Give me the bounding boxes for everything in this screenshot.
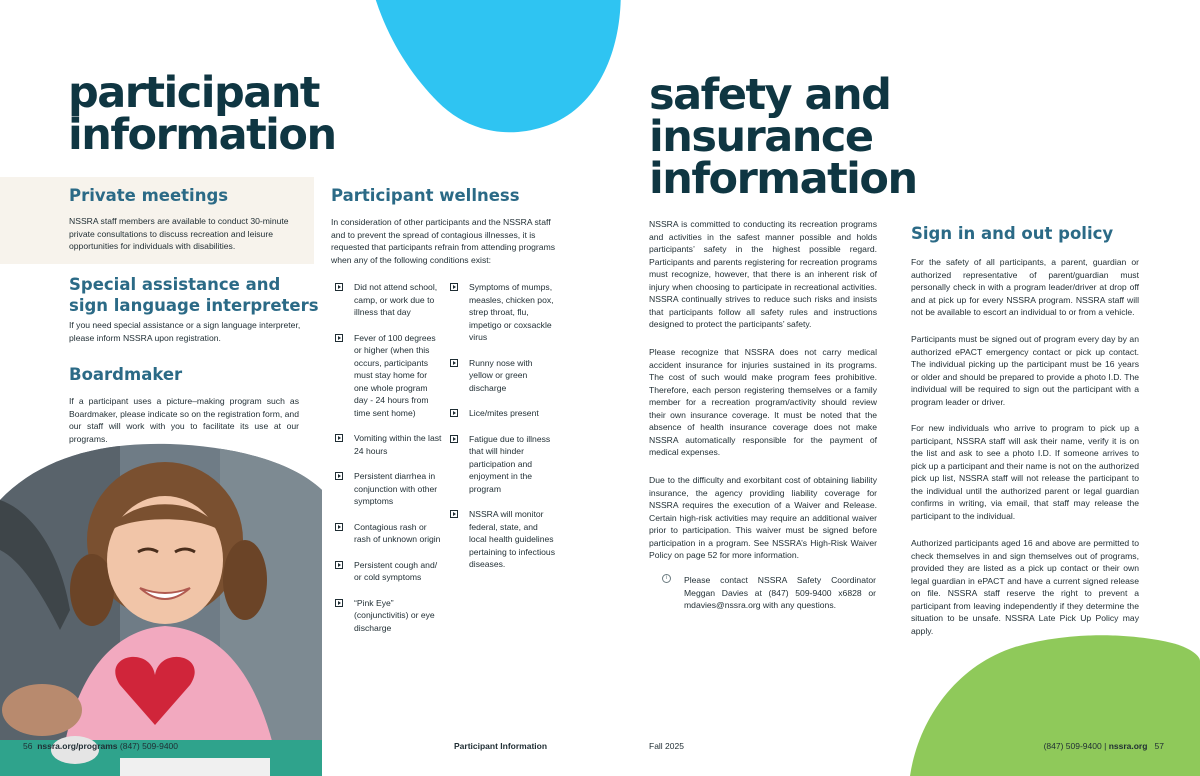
wellness-list-col1 — [332, 281, 442, 647]
wellness-item-text: Fever of 100 degrees or higher (when this occurs, participants must stay home for one whole program day - 24 hours from time sent home) — [354, 332, 436, 418]
wellness-item-text: “Pink Eye” (conjunctivitis) or eye discharge — [354, 597, 435, 633]
play-box-icon — [450, 409, 458, 417]
footer-phone-right: (847) 509-9400 — [1043, 741, 1102, 751]
special-assistance-heading — [69, 274, 319, 316]
footer-right — [1044, 741, 1164, 752]
play-box-icon — [335, 472, 343, 480]
wellness-list-item — [332, 521, 442, 546]
participant-photo — [0, 440, 322, 776]
wellness-list-item — [447, 508, 557, 571]
special-assistance-text: If you need special assistance or a sign language interpreter, please inform NSSRA upon registration. — [69, 320, 301, 343]
page-number-left: 56 — [23, 741, 33, 751]
play-box-icon — [335, 561, 343, 569]
sign-in-out-paragraph-2: Participants must be signed out of program every day by an authorized ePACT emergency contact or pick up contact. The individual picking up the participant must be 16 years or older and should be prepared to provide a photo I.D. The individual will be required to sign out the participant with a program leader or driver. — [911, 334, 1139, 407]
wellness-list-item — [332, 470, 442, 508]
blue-decorative-blob — [366, 0, 626, 160]
wellness-item-text: NSSRA will monitor federal, state, and local health guidelines pertaining to infectious diseases. — [469, 509, 555, 569]
sign-in-out-paragraph-3: For new individuals who arrive to program to pick up a participant, NSSRA staff will ask their name, verify it is on the list and ask to see a photo I.D. If someone arrives to pick up a participant and their name is not on the authorized pick up list, NSSRA staff will not release the participant to the individual until the authorized parent or legal guardian confirms in writing, via email, that staff may release the participant to the individual. — [911, 423, 1139, 521]
wellness-intro: In consideration of other participants and the NSSRA staff and to prevent the spread of contagious illnesses, it is requested that participants refrain from attending programs when any of the following conditions exist: — [331, 217, 556, 265]
sign-in-out-paragraph-4: Authorized participants aged 16 and above are permitted to check themselves in and sign themselves out of programs, provided they are listed as a pick up contact or their own legal guardian in ePACT and have a current signed release on file. NSSRA staff reserve the right to prevent a participant from leaving independently if they determine the situation to be unsafe. NSSRA Late Pick Up Policy may apply. — [911, 538, 1139, 636]
waiver-paragraph: Due to the difficulty and exorbitant cost of obtaining liability insurance, the agency providing liability coverage for NSSRA requires the execution of a Waiver and Release. Certain high-risk activities may require an additional waiver prior to participation. This waiver must be signed before participation in a program. See NSSRA’s High-Risk Waiver Policy on page 52 for more information. — [649, 475, 877, 560]
wellness-list-item — [332, 432, 442, 457]
play-box-icon — [450, 283, 458, 291]
wellness-item-text: Symptoms of mumps, measles, chicken pox, strep throat, flu, impetigo or coxsackle virus — [469, 282, 554, 342]
wellness-item-text: Lice/mites present — [469, 408, 539, 418]
safety-contact-note: Please contact NSSRA Safety Coordinator Meggan Davies at (847) 509-9400 x6828 or mdavies@nssra.org with any questions. — [684, 575, 876, 610]
page-title-right — [649, 70, 949, 204]
heading-line: sign language interpreters — [69, 296, 319, 315]
title-line: information — [649, 154, 917, 204]
title-line: safety and — [649, 70, 891, 120]
title-line: insurance — [649, 112, 873, 162]
wellness-list-item — [447, 281, 557, 344]
footer-section-name: Participant Information — [454, 741, 548, 751]
play-box-icon — [450, 359, 458, 367]
play-box-icon — [335, 523, 343, 531]
play-box-icon — [335, 599, 343, 607]
wellness-list-item — [332, 281, 442, 319]
footer-url-left[interactable]: nssra.org/programs — [37, 741, 118, 751]
sign-in-out-heading: Sign in and out policy — [911, 224, 1114, 243]
play-box-icon — [335, 434, 343, 442]
sign-in-out-paragraph-1: For the safety of all participants, a parent, guardian or authorized representative of parent/guardian must personally check in with a program leader/driver at drop off and at pick up for every NSSRA program. NSSRA staff will not be available to escort an individual to or from a vehicle. — [911, 257, 1139, 317]
footer-separator: | — [1104, 741, 1107, 751]
private-meetings-text: NSSRA staff members are available to conduct 30-minute private consultations to discuss recreation and leisure opportunities for individuals with disabilities. — [69, 216, 289, 251]
wellness-item-text: Fatigue due to illness that will hinder participation and enjoyment in the program — [469, 433, 551, 494]
wellness-list-item — [332, 332, 442, 420]
insurance-paragraph: Please recognize that NSSRA does not carry medical accident insurance for injuries sustained in its programs. The cost of such would make program fees prohibitive. Therefore, each person registering themselves or a family member for a recreation program/activity should review their own insurance coverage. It must be noted that the absence of health insurance coverage does not make NSSRA automatically responsible for the payment of medical expenses. — [649, 347, 877, 457]
wellness-list-item — [447, 433, 557, 496]
wellness-item-text: Persistent diarrhea in conjunction with other symptoms — [354, 471, 438, 506]
play-box-icon — [335, 283, 343, 291]
private-meetings-heading: Private meetings — [69, 186, 229, 205]
footer-left — [23, 741, 178, 752]
wellness-heading: Participant wellness — [331, 186, 520, 205]
wellness-item-text: Persistent cough and/ or cold symptoms — [354, 559, 438, 582]
wellness-list-item — [447, 407, 557, 420]
green-decorative-blob — [910, 631, 1200, 776]
safety-paragraph-1: NSSRA is committed to conducting its recreation programs and activities in the safest manner possible and holds participants’ safety in the highest possible regard. Participants and parents registering for recreation programs must recognize, however, that there is an inherent risk of injury when choosing to participate in recreational activities. NSSRA continually strives to reduce such risks and insists that participants follow all safety rules and instructions designed to protect the participants’ safety. — [649, 219, 877, 329]
footer-url-right[interactable]: nssra.org — [1108, 741, 1148, 751]
boardmaker-text: If a participant uses a picture–making program such as Boardmaker, please indicate so on the registration form, and our staff will work with you to facilitate its use at our programs. — [69, 396, 299, 444]
boardmaker-heading: Boardmaker — [69, 365, 183, 384]
footer-phone-left: (847) 509-9400 — [119, 741, 179, 751]
title-line: participant — [68, 68, 319, 118]
wellness-item-text: Contagious rash or rash of unknown origin — [354, 521, 441, 544]
page-title-left — [68, 68, 368, 160]
title-line: information — [68, 110, 336, 160]
heading-line: Special assistance and — [69, 275, 281, 294]
wellness-list-item — [332, 559, 442, 584]
footer-season: Fall 2025 — [649, 741, 684, 751]
play-box-icon — [450, 510, 458, 518]
page-number-right: 57 — [1154, 741, 1164, 751]
play-box-icon — [335, 334, 343, 342]
wellness-item-text: Vomiting within the last 24 hours — [354, 433, 442, 456]
wellness-list-col2 — [447, 281, 557, 584]
wellness-item-text: Did not attend school, camp, or work due to illness that day — [354, 282, 438, 317]
wellness-list-item — [447, 357, 557, 395]
info-icon: i — [662, 574, 671, 583]
play-box-icon — [450, 435, 458, 443]
wellness-item-text: Runny nose with yellow or green discharge — [469, 357, 533, 393]
wellness-list-item — [332, 597, 442, 635]
